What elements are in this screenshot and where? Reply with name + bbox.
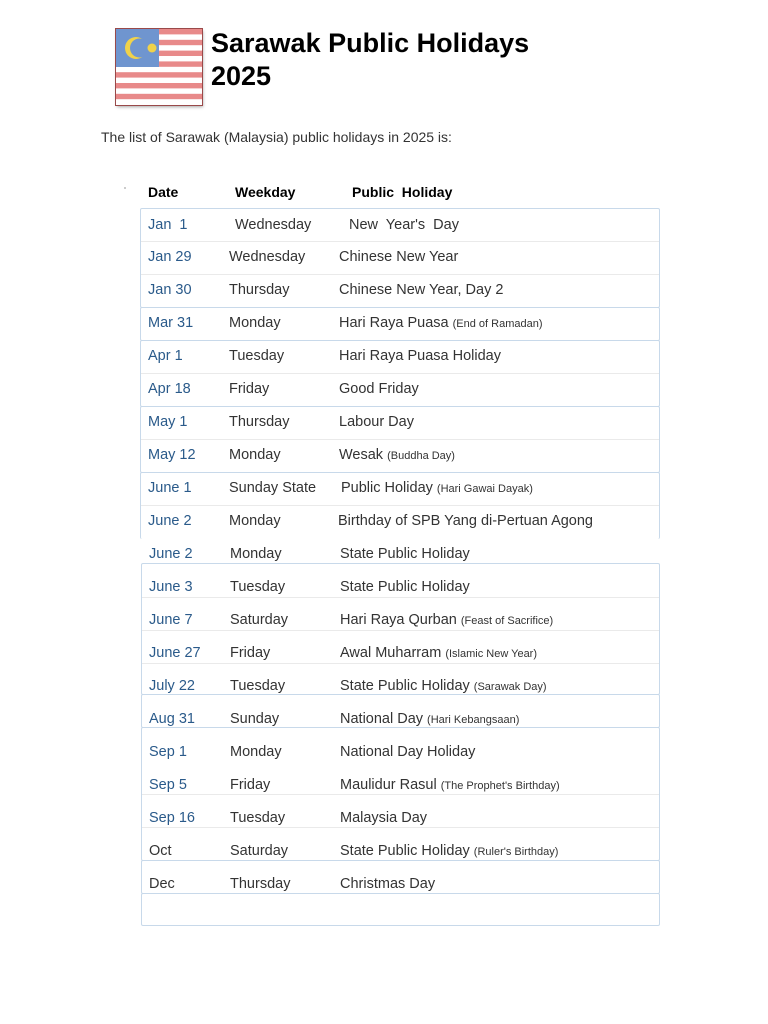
malaysia-flag-icon — [116, 29, 202, 105]
date-cell: Dec — [149, 876, 175, 892]
holiday-cell: Christmas Day — [340, 876, 436, 892]
weekday-cell: Friday — [229, 381, 270, 397]
column-header-date: Date — [148, 184, 179, 200]
holiday-cell: Good Friday — [339, 381, 419, 397]
date-cell: Apr 18 — [148, 381, 191, 397]
date-cell: Mar 31 — [148, 315, 194, 331]
weekday-cell: Thursday — [230, 876, 291, 892]
table-row — [0, 802, 768, 835]
holiday-cell: State Public Holiday — [340, 546, 470, 562]
table-row — [0, 868, 768, 901]
table-row — [0, 307, 768, 340]
holiday-cell: Hari Raya Qurban (Feast of Sacrifice) — [340, 612, 554, 628]
holiday-cell: Public Holiday (Hari Gawai Dayak) — [341, 480, 533, 496]
weekday-cell: Tuesday — [230, 678, 286, 694]
intro-text: The list of Sarawak (Malaysia) public holidays in 2025 is: — [101, 129, 452, 145]
date-cell: May 12 — [148, 447, 196, 463]
date-cell: June 1 — [148, 480, 192, 496]
date-cell: Aug 31 — [149, 711, 195, 727]
weekday-cell: Tuesday — [229, 348, 285, 364]
weekday-cell: Saturday — [230, 843, 289, 859]
table-row — [0, 406, 768, 439]
holiday-cell: Chinese New Year — [339, 249, 459, 265]
weekday-cell: Thursday — [229, 414, 290, 430]
holiday-cell: Chinese New Year, Day 2 — [339, 282, 504, 298]
holiday-cell: State Public Holiday (Sarawak Day) — [340, 678, 547, 694]
table-row — [0, 373, 768, 406]
date-cell: June 27 — [149, 645, 201, 661]
table-row — [0, 571, 768, 604]
weekday-cell: Monday — [230, 546, 282, 562]
holiday-cell: Awal Muharram (Islamic New Year) — [340, 645, 538, 661]
date-cell: Oct — [149, 843, 172, 859]
date-cell: June 7 — [149, 612, 193, 628]
weekday-cell: Monday — [229, 315, 281, 331]
weekday-cell: Sunday — [230, 711, 280, 727]
date-cell: Sep 5 — [149, 777, 187, 793]
holiday-cell: Maulidur Rasul (The Prophet's Birthday) — [340, 777, 560, 793]
weekday-cell: Saturday — [230, 612, 289, 628]
holiday-cell: Hari Raya Puasa Holiday — [339, 348, 501, 364]
table-row — [0, 439, 768, 472]
date-cell: May 1 — [148, 414, 188, 430]
table-row — [0, 835, 768, 868]
holiday-cell: National Day (Hari Kebangsaan) — [340, 711, 520, 727]
weekday-cell: Monday — [229, 513, 281, 529]
weekday-cell: Sunday State — [229, 480, 317, 496]
weekday-cell: Wednesday — [235, 217, 312, 233]
holiday-cell: Malaysia Day — [340, 810, 428, 826]
date-cell: Sep 1 — [149, 744, 187, 760]
table-row — [0, 340, 768, 373]
holiday-cell: Wesak (Buddha Day) — [339, 447, 455, 463]
weekday-cell: Monday — [229, 447, 281, 463]
table-row — [0, 505, 768, 538]
column-header-weekday: Weekday — [235, 184, 296, 200]
weekday-cell: Friday — [230, 645, 271, 661]
holiday-cell: State Public Holiday — [340, 579, 470, 595]
date-cell: Jan 1 — [148, 217, 188, 233]
table-row — [0, 769, 768, 802]
date-cell: July 22 — [149, 678, 195, 694]
table-row — [0, 703, 768, 736]
page-title: Sarawak Public Holidays 2025 — [211, 28, 530, 91]
weekday-cell: Tuesday — [230, 579, 286, 595]
date-cell: Apr 1 — [148, 348, 183, 364]
holiday-cell: Hari Raya Puasa (End of Ramadan) — [339, 315, 543, 331]
date-cell: June 3 — [149, 579, 193, 595]
table-row — [0, 538, 768, 571]
holiday-cell: Labour Day — [339, 414, 414, 430]
table-row — [0, 670, 768, 703]
date-cell: Jan 30 — [148, 282, 192, 298]
weekday-cell: Wednesday — [229, 249, 306, 265]
table-row — [0, 209, 768, 242]
weekday-cell: Monday — [230, 744, 282, 760]
weekday-cell: Thursday — [229, 282, 290, 298]
table-row — [0, 241, 768, 274]
date-cell: Jan 29 — [148, 249, 192, 265]
holiday-cell: National Day Holiday — [340, 744, 476, 760]
holiday-cell: State Public Holiday (Ruler's Birthday) — [340, 843, 559, 859]
table-header — [0, 184, 768, 202]
date-cell: Sep 16 — [149, 810, 195, 826]
table-row — [0, 604, 768, 637]
column-header-holiday: Public Holiday — [352, 184, 453, 200]
date-cell: June 2 — [149, 546, 193, 562]
table-row — [0, 472, 768, 505]
table-row — [0, 736, 768, 769]
holiday-cell: New Year's Day — [349, 217, 459, 233]
table-row — [0, 274, 768, 307]
weekday-cell: Tuesday — [230, 810, 286, 826]
weekday-cell: Friday — [230, 777, 271, 793]
date-cell: June 2 — [148, 513, 192, 529]
table-row — [0, 637, 768, 670]
holiday-cell: Birthday of SPB Yang di-Pertuan Agong — [338, 513, 593, 529]
